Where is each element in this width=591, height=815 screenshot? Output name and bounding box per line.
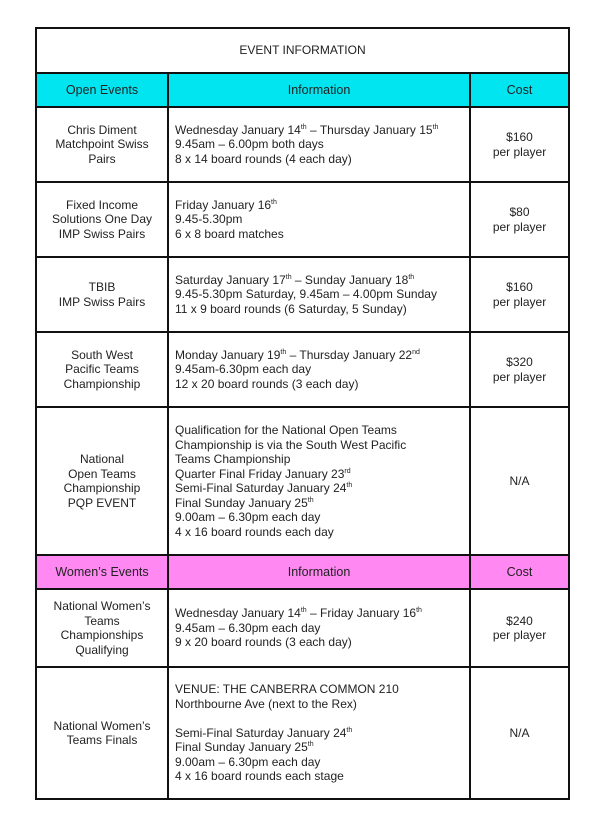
cost-line: per player	[492, 369, 547, 384]
event-row	[36, 107, 569, 182]
information-text: Northbourne Ave (next to the Rex)	[175, 696, 357, 711]
event-cost-cell	[470, 332, 569, 407]
event-name-line: IMP Swiss Pairs	[58, 294, 146, 309]
information-text: – Friday January 16	[306, 606, 417, 621]
information-text: Final Sunday January 25	[175, 495, 308, 510]
information-text: 4 x 16 board rounds each stage	[175, 769, 344, 784]
cost-line: $160	[506, 130, 533, 144]
information-line	[175, 152, 463, 167]
event-name-line: Qualifying	[75, 642, 129, 657]
information-line	[175, 726, 463, 741]
event-name-line: Open Teams	[68, 466, 136, 481]
event-row	[36, 332, 569, 407]
information-line	[175, 302, 463, 317]
event-cost-cell	[470, 182, 569, 257]
event-cost-cell	[470, 407, 569, 555]
information-line	[175, 287, 463, 302]
information-line	[175, 635, 463, 650]
information-line	[175, 273, 463, 288]
ordinal-suffix: th	[307, 741, 314, 749]
cost-line: per player	[492, 144, 547, 159]
event-name-line: Pacific Teams	[65, 362, 139, 377]
event-name-cell	[36, 182, 168, 257]
information-line	[175, 769, 463, 784]
open-cost-header: Cost	[470, 73, 569, 107]
information-text: 9.45am – 6.00pm both days	[175, 137, 324, 152]
event-name-cell	[36, 589, 168, 667]
event-row	[36, 407, 569, 555]
event-name-line: Championship	[63, 481, 141, 495]
information-text: 6 x 8 board matches	[175, 226, 284, 241]
ordinal-suffix: th	[300, 607, 307, 615]
information-text: Semi-Final Saturday January 24	[175, 481, 347, 495]
table-title: EVENT INFORMATION	[36, 28, 569, 73]
event-information-table	[35, 27, 570, 800]
ordinal-suffix: th	[285, 273, 292, 281]
information-line	[175, 212, 463, 227]
ordinal-suffix: th	[408, 273, 415, 281]
ordinal-suffix: th	[280, 348, 287, 356]
information-line	[175, 452, 463, 467]
event-name-line: Chris Diment	[67, 122, 137, 137]
information-text: 12 x 20 board rounds (3 each day)	[175, 376, 359, 391]
event-information-cell	[168, 332, 470, 407]
information-line	[175, 137, 463, 152]
event-information-cell	[168, 257, 470, 332]
information-text: 8 x 14 board rounds (4 each day)	[175, 151, 352, 166]
information-text: Monday January 19	[175, 347, 281, 362]
information-text: Friday January 16	[175, 197, 272, 212]
event-name-line: Matchpoint Swiss	[55, 137, 149, 152]
information-line	[175, 348, 463, 363]
ordinal-suffix: th	[432, 123, 439, 131]
event-name-line: Teams	[84, 613, 120, 628]
information-text: Teams Championship	[175, 452, 291, 466]
event-name-cell	[36, 407, 168, 555]
information-line	[175, 362, 463, 377]
event-name-line: South West	[71, 347, 133, 362]
event-name-cell	[36, 107, 168, 182]
information-line	[175, 740, 463, 755]
information-text: 11 x 9 board rounds (6 Saturday, 5 Sunday)	[175, 301, 407, 316]
ordinal-suffix: th	[300, 123, 307, 131]
cost-line: $160	[506, 280, 533, 294]
ordinal-suffix: th	[346, 726, 353, 734]
ordinal-suffix: th	[346, 482, 353, 489]
blank-line	[175, 711, 463, 726]
event-name-line: PQP EVENT	[67, 495, 137, 510]
information-text: Wednesday January 14	[175, 122, 301, 137]
event-name-line: National	[79, 452, 125, 466]
event-cost-cell	[470, 667, 569, 799]
event-name-cell	[36, 667, 168, 799]
ordinal-suffix: th	[416, 607, 422, 615]
event-name-cell	[36, 257, 168, 332]
cost-line: $240	[506, 613, 533, 628]
open-events-header: Open Events	[36, 73, 168, 107]
cost-line: N/A	[509, 725, 530, 740]
information-text: 9.45am – 6.30pm each day	[175, 620, 321, 635]
information-text: Wednesday January 14	[175, 606, 301, 621]
information-line	[175, 496, 463, 511]
title-row	[36, 28, 569, 73]
information-line	[175, 682, 463, 697]
information-line	[175, 123, 463, 138]
event-name-line: Fixed Income	[65, 197, 139, 212]
event-cost-cell	[470, 589, 569, 667]
ordinal-suffix: th	[307, 496, 314, 504]
information-line	[175, 438, 463, 453]
cost-line: $320	[506, 355, 533, 369]
information-text: 4 x 16 board rounds each day	[175, 524, 334, 539]
cost-line: per player	[492, 219, 547, 234]
information-text: VENUE: THE CANBERRA COMMON 210	[175, 682, 399, 697]
event-name-line: Championship	[63, 376, 141, 391]
event-name-line: National Women’s	[53, 599, 151, 613]
information-line	[175, 198, 463, 213]
ordinal-suffix: nd	[412, 348, 420, 356]
event-row	[36, 257, 569, 332]
information-line	[175, 606, 463, 621]
information-text: Qualification for the National Open Teams	[175, 423, 397, 437]
information-line	[175, 510, 463, 525]
information-line	[175, 697, 463, 712]
womens-events-header: Women’s Events	[36, 555, 168, 589]
womens-information-header: Information	[168, 555, 470, 589]
information-line	[175, 525, 463, 540]
information-line	[175, 755, 463, 770]
information-text: Quarter Final Friday January 23	[175, 466, 345, 481]
information-text: Saturday January 17	[175, 272, 286, 287]
cost-line: $80	[509, 205, 530, 219]
event-cost-cell	[470, 107, 569, 182]
event-information-cell	[168, 182, 470, 257]
event-row	[36, 182, 569, 257]
event-information-cell	[168, 589, 470, 667]
ordinal-suffix: th	[271, 198, 277, 206]
information-line	[175, 377, 463, 392]
information-text: – Sunday January 18	[291, 272, 409, 287]
information-text: Championship is via the South West Pacific	[175, 437, 407, 452]
information-text: 9.00am – 6.30pm each day	[175, 510, 321, 524]
event-information-cell	[168, 407, 470, 555]
information-text: 9.45-5.30pm	[175, 212, 243, 227]
information-line	[175, 621, 463, 636]
event-name-cell	[36, 332, 168, 407]
cost-line: N/A	[509, 473, 530, 488]
information-text: 9 x 20 board rounds (3 each day)	[175, 635, 352, 650]
event-name-line: Championships	[60, 628, 144, 642]
open-events-header-row	[36, 73, 569, 107]
event-row	[36, 589, 569, 667]
information-text: Final Sunday January 25	[175, 740, 308, 755]
event-name-line: Pairs	[88, 151, 116, 166]
event-cost-cell	[470, 257, 569, 332]
event-name-line: Solutions One Day	[51, 212, 153, 227]
event-name-line: Teams Finals	[66, 733, 138, 747]
cost-line: per player	[492, 294, 547, 309]
information-text: – Thursday January 22	[286, 347, 413, 362]
event-information-cell	[168, 667, 470, 799]
event-name-line: IMP Swiss Pairs	[58, 226, 146, 241]
event-name-line: National Women’s	[53, 718, 151, 733]
event-name-line: TBIB	[88, 280, 116, 294]
information-text: Semi-Final Saturday January 24	[175, 725, 347, 740]
event-row	[36, 667, 569, 799]
event-information-cell	[168, 107, 470, 182]
information-line	[175, 227, 463, 242]
information-line	[175, 481, 463, 496]
womens-cost-header: Cost	[470, 555, 569, 589]
cost-line: per player	[492, 628, 547, 642]
information-text: 9.45am-6.30pm each day	[175, 362, 312, 377]
information-text: 9.00am – 6.30pm each day	[175, 754, 321, 769]
information-line	[175, 467, 463, 482]
information-line	[175, 423, 463, 438]
information-text: – Thursday January 15	[306, 122, 433, 137]
womens-events-header-row	[36, 555, 569, 589]
information-text: 9.45-5.30pm Saturday, 9.45am – 4.00pm Sunday	[175, 287, 437, 302]
open-information-header: Information	[168, 73, 470, 107]
ordinal-suffix: rd	[344, 467, 351, 475]
